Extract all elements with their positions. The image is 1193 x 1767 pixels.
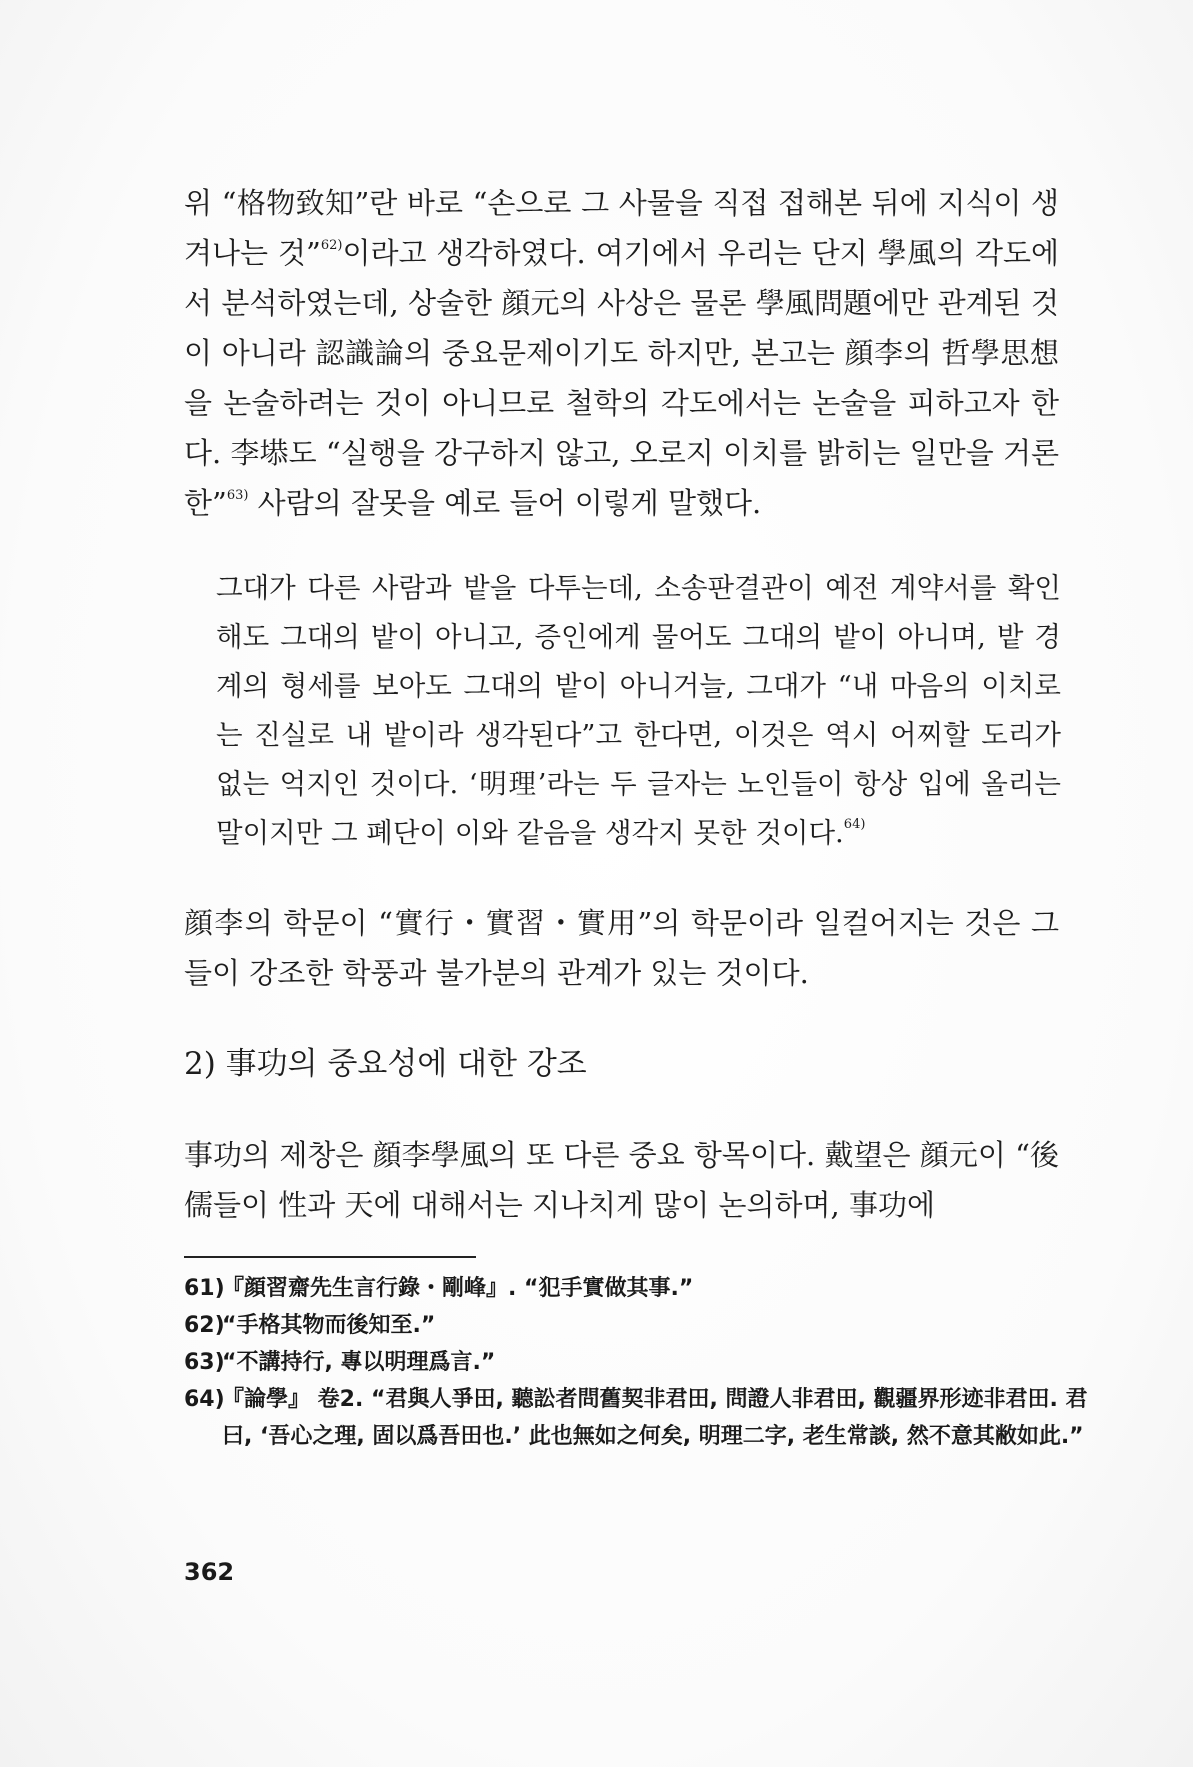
footnote-number: 64): [184, 1387, 225, 1412]
footnote-64: [184, 1381, 1102, 1455]
paragraph-1-text-a: 위 “格物致知”란 바로 “손으로 그 사물을 직접 접해본 뒤에 지식이 생겨나는 것”: [184, 186, 1060, 270]
paragraph-1-text-c: 사람의 잘못을 예로 들어 이렇게 말했다.: [248, 486, 762, 520]
footnote-text: “手格其物而後知至.”: [222, 1313, 436, 1338]
footnote-62: [184, 1307, 1102, 1344]
footnote-text: 『論學』 卷2. “君與人爭田, 聽訟者問舊契非君田, 問證人非君田, 觀疆界形迹非君田. 君曰, ‘吾心之理, 固以爲吾田也.’ 此也無如之何矣, 明理二字, 老生常談, 然不意其敝如此.”: [222, 1387, 1088, 1449]
paragraph-1-text-b: 이라고 생각하였다. 여기에서 우리는 단지 學風의 각도에서 분석하였는데, 상술한 顔元의 사상은 물론 學風問題에만 관계된 것이 아니라 認識論의 중요문제이기도 하지만, 본고는 顔李의 哲學思想을 논술하려는 것이 아니므로 철학의 각도에서는 논술을 피하고자 한다. 李塨도 “실행을 강구하지 않고, 오로지 이치를 밝히는 일만을 거론한”: [184, 236, 1059, 520]
footnote-divider: [184, 1256, 476, 1258]
block-quote-text: 그대가 다른 사람과 밭을 다투는데, 소송판결관이 예전 계약서를 확인해도 그대의 밭이 아니고, 증인에게 물어도 그대의 밭이 아니며, 밭 경계의 형세를 보아도 그대의 밭이 아니거늘, 그대가 “내 마음의 이치로는 진실로 내 밭이라 생각된다”고 한다면, 이것은 역시 어찌할 도리가 없는 억지인 것이다. ‘明理’라는 두 글자는 노인들이 항상 입에 올리는 말이지만 그 폐단이 이와 같음을 생각지 못한 것이다.: [216, 572, 1061, 849]
page-number: 362: [184, 1558, 235, 1586]
paragraph-2: 顔李의 학문이 “實行・實習・實用”의 학문이라 일컬어지는 것은 그들이 강조한 학풍과 불가분의 관계가 있는 것이다.: [184, 906, 1059, 990]
paragraph-1: [184, 178, 1059, 528]
footnote-text: 『顔習齋先生言行錄・剛峰』. “犯手實做其事.”: [222, 1276, 694, 1301]
footnote-63: [184, 1344, 1102, 1381]
footnote-ref-64[interactable]: 64): [843, 817, 866, 832]
footnotes: [184, 1270, 1088, 1455]
footnote-number: 62): [184, 1313, 225, 1338]
footnote-number: 61): [184, 1276, 225, 1301]
footnote-number: 63): [184, 1350, 225, 1375]
footnote-61: [184, 1270, 1102, 1307]
block-quote: [216, 564, 1061, 858]
footnote-ref-63[interactable]: 63): [226, 488, 249, 503]
footnote-ref-62[interactable]: 62): [320, 238, 343, 253]
page-content: [184, 178, 1088, 1455]
section-heading: 2) 事功의 중요성에 대한 강조: [184, 1046, 587, 1082]
footnote-text: “不講持行, 專以明理爲言.”: [222, 1350, 496, 1375]
paragraph-3: 事功의 제창은 顔李學風의 또 다른 중요 항목이다. 戴望은 顔元이 “後儒들이 性과 天에 대해서는 지나치게 많이 논의하며, 事功에: [184, 1138, 1059, 1222]
